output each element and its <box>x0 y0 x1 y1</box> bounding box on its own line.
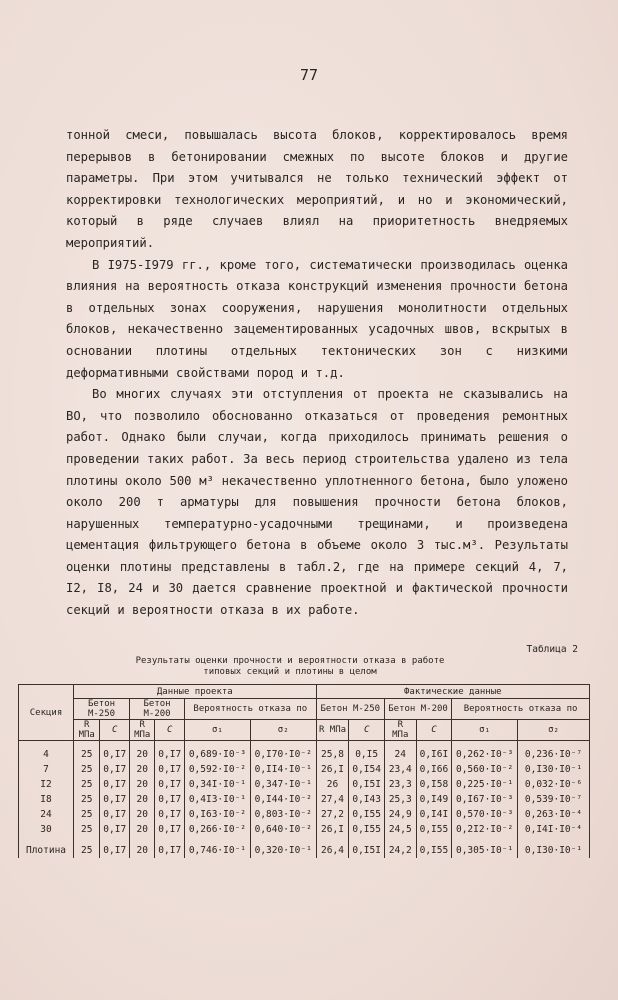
cell-ps1: 0,689·I0⁻³ <box>185 741 251 763</box>
cell-section: 30 <box>19 822 74 837</box>
cell-fs1: 0,305·I0⁻¹ <box>452 837 518 858</box>
cell-c250: 0,I7 <box>100 837 130 858</box>
cell-section: 24 <box>19 807 74 822</box>
cell-fs1: 0,570·I0⁻³ <box>452 807 518 822</box>
cell-fr250: 26,I <box>316 822 349 837</box>
cell-fc200: 0,I58 <box>416 777 452 792</box>
cell-fr200: 24 <box>384 741 416 763</box>
cell-c200: 0,I7 <box>155 837 185 858</box>
cell-ps1: 0,4I3·I0⁻¹ <box>185 792 251 807</box>
cell-section: Плотина <box>19 837 74 858</box>
paragraph-3: Во многих случаях эти отступления от проекта не сказывались на ВО, что позволило обоснованно отказаться от проведения ремонтных работ. Однако были случаи, когда приходилось принимать решения о проведении таких работ. За весь период строительства удалено из тела плотины около 500 м³ некачественно уплотненного бетона, было уложено около 200 т арматуры для повышения прочности бетона блоков, нарушенных температурно-усадочными трещинами, и произведена цементация фильтрующего бетона в объеме около 3 тыс.м³. Результаты оценки плотины представлены в табл.2, где на примере секций 4, 7, I2, I8, 24 и 30 дается сравнение проектной и фактической прочности секций и вероятности отказа в их работе. <box>66 387 568 618</box>
cell-fs1: 0,2I2·I0⁻² <box>452 822 518 837</box>
r-header: R МПа <box>316 720 349 741</box>
cell-fc250: 0,I54 <box>349 762 385 777</box>
cell-r200: 20 <box>130 762 155 777</box>
cell-fr250: 26,4 <box>316 837 349 858</box>
results-table <box>18 684 590 858</box>
paragraph-1: тонной смеси, повышалась высота блоков, корректировалось время перерывов в бетонировании смежных по высоте блоков и другие параметры. При этом учитывался не только технический эффект от корректировки технологических мероприятий, и но и экономический, который в ряде случаев влиял на приоритетность внедряемых мероприятий. <box>66 128 568 250</box>
cell-r250: 25 <box>74 807 100 822</box>
r-header: R МПа <box>384 720 416 741</box>
table-row <box>19 741 590 763</box>
group-actual-header: Фактические данные <box>316 685 589 699</box>
cell-c250: 0,I7 <box>100 822 130 837</box>
project-prob-header: Вероятность отказа по <box>185 699 317 720</box>
group-project-header: Данные проекта <box>74 685 317 699</box>
r-header: R МПа <box>130 720 155 741</box>
sigma2-header: σ₂ <box>250 720 316 741</box>
cell-ps1: 0,746·I0⁻¹ <box>185 837 251 858</box>
cell-fs2: 0,I4I·I0⁻⁴ <box>517 822 589 837</box>
c-header: C <box>349 720 385 741</box>
cell-fc200: 0,I49 <box>416 792 452 807</box>
cell-section: 4 <box>19 741 74 763</box>
cell-c200: 0,I7 <box>155 822 185 837</box>
cell-fr200: 23,3 <box>384 777 416 792</box>
cell-fc250: 0,I5 <box>349 741 385 763</box>
cell-ps2: 0,803·I0⁻² <box>250 807 316 822</box>
cell-r200: 20 <box>130 777 155 792</box>
cell-fc200: 0,I55 <box>416 837 452 858</box>
cell-c250: 0,I7 <box>100 807 130 822</box>
cell-fs2: 0,I30·I0⁻¹ <box>517 762 589 777</box>
cell-r200: 20 <box>130 741 155 763</box>
cell-fs2: 0,032·I0⁻⁶ <box>517 777 589 792</box>
cell-r250: 25 <box>74 837 100 858</box>
cell-fs2: 0,236·I0⁻⁷ <box>517 741 589 763</box>
cell-fr200: 24,9 <box>384 807 416 822</box>
cell-fs1: 0,225·I0⁻¹ <box>452 777 518 792</box>
cell-ps2: 0,347·I0⁻¹ <box>250 777 316 792</box>
cell-c200: 0,I7 <box>155 762 185 777</box>
cell-c200: 0,I7 <box>155 741 185 763</box>
cell-section: 7 <box>19 762 74 777</box>
cell-fs2: 0,I30·I0⁻¹ <box>517 837 589 858</box>
cell-r200: 20 <box>130 837 155 858</box>
cell-fs1: 0,560·I0⁻² <box>452 762 518 777</box>
cell-fr250: 27,4 <box>316 792 349 807</box>
table-title <box>80 656 500 678</box>
cell-fc200: 0,I66 <box>416 762 452 777</box>
cell-fr250: 26,I <box>316 762 349 777</box>
cell-fr200: 23,4 <box>384 762 416 777</box>
table-label: Таблица 2 <box>526 644 578 655</box>
cell-c250: 0,I7 <box>100 792 130 807</box>
cell-fc200: 0,I55 <box>416 822 452 837</box>
cell-fr200: 24,5 <box>384 822 416 837</box>
cell-fc200: 0,I6I <box>416 741 452 763</box>
cell-fc250: 0,I55 <box>349 807 385 822</box>
table-row <box>19 807 590 822</box>
cell-section: I2 <box>19 777 74 792</box>
cell-r250: 25 <box>74 792 100 807</box>
cell-section: I8 <box>19 792 74 807</box>
actual-prob-header: Вероятность отказа по <box>452 699 590 720</box>
cell-fc250: 0,I43 <box>349 792 385 807</box>
col-section-header: Секция <box>19 685 74 741</box>
table-row <box>19 837 590 858</box>
cell-c200: 0,I7 <box>155 792 185 807</box>
cell-fc250: 0,I5I <box>349 777 385 792</box>
cell-fr250: 27,2 <box>316 807 349 822</box>
table-row <box>19 777 590 792</box>
cell-r250: 25 <box>74 762 100 777</box>
cell-fr250: 25,8 <box>316 741 349 763</box>
body-text <box>66 125 568 622</box>
table-row <box>19 792 590 807</box>
cell-c200: 0,I7 <box>155 807 185 822</box>
actual-m200-header: Бетон М-200 <box>384 699 451 720</box>
cell-fc200: 0,I4I <box>416 807 452 822</box>
cell-r250: 25 <box>74 822 100 837</box>
cell-fr200: 25,3 <box>384 792 416 807</box>
project-m200-header: Бетон М-200 <box>130 699 185 720</box>
table-title-line-1: Результаты оценки прочности и вероятности отказа в работе <box>135 656 445 666</box>
cell-r250: 25 <box>74 777 100 792</box>
cell-c200: 0,I7 <box>155 777 185 792</box>
cell-ps2: 0,320·I0⁻¹ <box>250 837 316 858</box>
cell-fr250: 26 <box>316 777 349 792</box>
page-number: 77 <box>299 66 319 84</box>
cell-fs1: 0,I67·I0⁻³ <box>452 792 518 807</box>
cell-ps1: 0,34I·I0⁻¹ <box>185 777 251 792</box>
cell-r200: 20 <box>130 822 155 837</box>
sigma2-header: σ₂ <box>517 720 589 741</box>
sigma1-header: σ₁ <box>185 720 251 741</box>
cell-r200: 20 <box>130 807 155 822</box>
table-row <box>19 762 590 777</box>
cell-c250: 0,I7 <box>100 762 130 777</box>
cell-fc250: 0,I5I <box>349 837 385 858</box>
table-row <box>19 822 590 837</box>
cell-ps1: 0,592·I0⁻² <box>185 762 251 777</box>
table-title-line-2: типовых секций и плотины в целом <box>203 667 377 677</box>
cell-c250: 0,I7 <box>100 741 130 763</box>
cell-ps2: 0,II4·I0⁻¹ <box>250 762 316 777</box>
cell-ps1: 0,266·I0⁻² <box>185 822 251 837</box>
cell-c250: 0,I7 <box>100 777 130 792</box>
c-header: C <box>100 720 130 741</box>
cell-fr200: 24,2 <box>384 837 416 858</box>
cell-ps2: 0,I70·I0⁻² <box>250 741 316 763</box>
cell-r200: 20 <box>130 792 155 807</box>
paragraph-2: В I975-I979 гг., кроме того, систематически производилась оценка влияния на вероятность отказа конструкций изменения прочности бетона в отдельных зонах сооружения, нарушения монолитности отдельных блоков, некачественно зацементированных усадочных швов, вскрытых в основании плотины отдельных тектонических зон с низкими деформативными свойствами пород и т.д. <box>66 257 568 380</box>
cell-fs2: 0,263·I0⁻⁴ <box>517 807 589 822</box>
cell-ps2: 0,640·I0⁻² <box>250 822 316 837</box>
cell-r250: 25 <box>74 741 100 763</box>
sigma1-header: σ₁ <box>452 720 518 741</box>
actual-m250-header: Бетон М-250 <box>316 699 384 720</box>
cell-fc250: 0,I55 <box>349 822 385 837</box>
c-header: C <box>155 720 185 741</box>
r-header: R МПа <box>74 720 100 741</box>
cell-fs2: 0,539·I0⁻⁷ <box>517 792 589 807</box>
project-m250-header: Бетон М-250 <box>74 699 130 720</box>
cell-ps2: 0,I44·I0⁻² <box>250 792 316 807</box>
cell-ps1: 0,I63·I0⁻² <box>185 807 251 822</box>
cell-fs1: 0,262·I0⁻³ <box>452 741 518 763</box>
c-header: C <box>416 720 452 741</box>
